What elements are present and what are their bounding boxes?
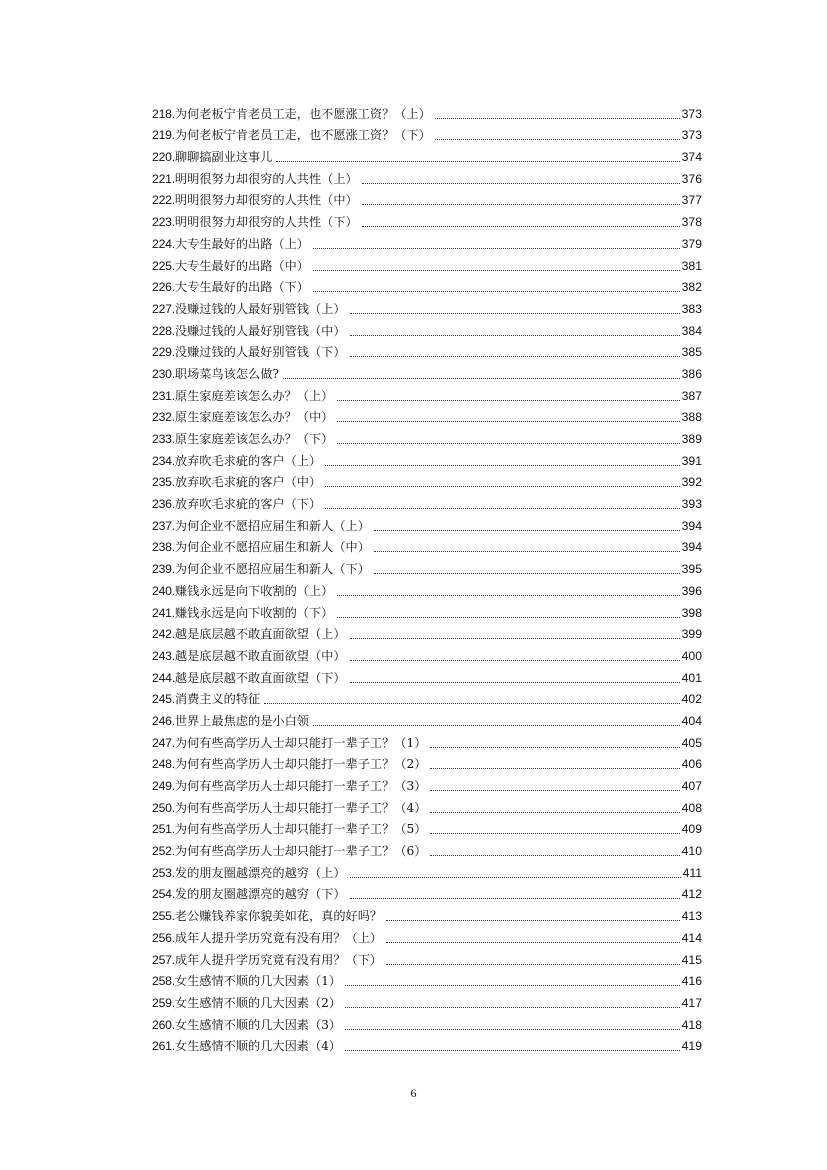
toc-entry-page: 379 <box>681 236 702 251</box>
toc-dot-leader <box>430 833 679 834</box>
toc-entry[interactable] <box>152 707 702 729</box>
toc-entry-number: 227. <box>152 301 175 316</box>
toc-dot-leader <box>313 270 680 271</box>
toc-entry-number: 261. <box>152 1039 175 1054</box>
toc-entry-page: 401 <box>681 670 702 685</box>
toc-entry-page: 409 <box>681 822 702 837</box>
toc-entry-number: 232. <box>152 410 175 425</box>
toc-entry-number: 225. <box>152 258 175 273</box>
toc-entry-number: 245. <box>152 692 175 707</box>
toc-entry[interactable] <box>152 881 702 903</box>
toc-dot-leader <box>345 1007 680 1008</box>
toc-entry-page: 399 <box>681 627 702 642</box>
toc-entry[interactable] <box>152 469 702 491</box>
toc-entry[interactable] <box>152 686 702 708</box>
toc-entry-number: 257. <box>152 952 175 967</box>
toc-dot-leader <box>276 161 679 162</box>
toc-dot-leader <box>386 964 680 965</box>
toc-entry-page: 377 <box>681 193 702 208</box>
toc-entry-title: 越是底层越不敢直面欲望（中） <box>174 648 346 663</box>
toc-entry-number: 251. <box>152 822 175 837</box>
toc-dot-leader <box>362 204 680 205</box>
toc-entry-number: 231. <box>152 388 175 403</box>
toc-entry-title: 明明很努力却很穷的人共性（下） <box>174 215 358 230</box>
toc-entry[interactable] <box>152 447 702 469</box>
toc-entry-number: 253. <box>152 865 175 880</box>
toc-dot-leader <box>283 378 680 379</box>
toc-entry-title: 消费主义的特征 <box>174 692 261 707</box>
toc-dot-leader <box>435 118 680 119</box>
toc-entry-page: 393 <box>681 497 702 512</box>
toc-entry-number: 218. <box>152 106 175 121</box>
toc-entry[interactable] <box>152 490 702 512</box>
toc-entry-page: 383 <box>681 301 702 316</box>
toc-entry-title: 越是底层越不敢直面欲望（下） <box>174 670 346 685</box>
toc-entry-page: 415 <box>681 952 702 967</box>
toc-entry-page: 417 <box>681 995 702 1010</box>
toc-entry[interactable] <box>152 859 702 881</box>
toc-entry[interactable] <box>152 664 702 686</box>
toc-dot-leader <box>374 573 680 574</box>
page-number: 6 <box>410 1086 417 1100</box>
toc-entry[interactable] <box>152 512 702 534</box>
toc-entry-number: 250. <box>152 800 175 815</box>
toc-entry-number: 230. <box>152 366 175 381</box>
toc-entry-number: 237. <box>152 518 175 533</box>
toc-entry-title: 为何有些高学历人士却只能打一辈子工？（3） <box>174 779 427 793</box>
toc-dot-leader <box>325 465 679 466</box>
toc-entry-number: 239. <box>152 562 175 577</box>
toc-entry-page: 378 <box>681 215 702 230</box>
toc-entry[interactable] <box>152 404 702 426</box>
toc-entry-title: 放弃吹毛求疵的客户（下） <box>174 497 322 512</box>
toc-entry-title: 越是底层越不敢直面欲望（上） <box>174 627 346 642</box>
toc-entry-page: 410 <box>681 844 702 859</box>
toc-entry-title: 明明很努力却很穷的人共性（中） <box>174 193 358 208</box>
toc-entry-title: 赚钱永远是向下收割的（上） <box>174 583 334 598</box>
toc-entry-page: 373 <box>681 128 702 143</box>
toc-entry[interactable] <box>152 252 702 274</box>
toc-entry-page: 411 <box>682 865 702 880</box>
toc-entry-title: 为何有些高学历人士却只能打一辈子工？（2） <box>174 757 427 772</box>
toc-entry-title: 为何企业不愿招应届生和新人（下） <box>174 562 370 577</box>
toc-entry[interactable] <box>152 208 702 230</box>
toc-entry-number: 258. <box>152 974 175 989</box>
toc-entry-page: 391 <box>681 453 702 468</box>
toc-entry-title: 为何有些高学历人士却只能打一辈子工？（4） <box>174 800 427 815</box>
toc-entry[interactable] <box>152 751 702 773</box>
toc-entry-page: 419 <box>681 1039 702 1054</box>
toc-entry-title: 职场菜鸟该怎么做? <box>174 366 279 381</box>
toc-dot-leader <box>435 139 680 140</box>
toc-entry-number: 221. <box>152 171 175 186</box>
toc-entry-page: 374 <box>681 150 702 165</box>
toc-entry-title: 明明很努力却很穷的人共性（上） <box>174 171 358 186</box>
toc-entry-page: 407 <box>681 779 702 793</box>
toc-entry[interactable] <box>152 274 702 296</box>
toc-entry-number: 248. <box>152 757 175 772</box>
toc-entry-title: 为何有些高学历人士却只能打一辈子工？（6） <box>174 844 427 859</box>
toc-dot-leader <box>374 530 680 531</box>
toc-entry-title: 女生感情不顺的几大因素（1） <box>174 974 342 989</box>
toc-entry-number: 255. <box>152 909 175 924</box>
toc-entry-page: 396 <box>681 583 702 598</box>
toc-entry-page: 398 <box>681 605 702 620</box>
toc-dot-leader <box>337 595 679 596</box>
toc-dot-leader <box>350 313 680 314</box>
toc-entry-page: 402 <box>681 692 702 707</box>
toc-entry[interactable] <box>152 816 702 838</box>
toc-entry-title: 为何企业不愿招应届生和新人（上） <box>174 518 370 533</box>
toc-entry[interactable] <box>152 143 702 165</box>
toc-dot-leader <box>345 1050 680 1051</box>
toc-entry-title: 放弃吹毛求疵的客户（上） <box>174 453 322 468</box>
toc-entry-title: 原生家庭差该怎么办？（中） <box>174 410 334 425</box>
toc-entry-page: 394 <box>681 540 702 555</box>
toc-entry[interactable] <box>152 989 702 1011</box>
toc-entry-title: 为何企业不愿招应届生和新人（中） <box>174 540 370 555</box>
toc-entry-number: 244. <box>152 670 175 685</box>
toc-entry-title: 世界上最焦虑的是小白领 <box>174 713 309 728</box>
toc-entry-number: 240. <box>152 583 175 598</box>
toc-entry-page: 406 <box>681 757 702 772</box>
toc-entry[interactable] <box>152 187 702 209</box>
toc-entry[interactable] <box>152 230 702 252</box>
toc-dot-leader <box>350 877 681 878</box>
toc-dot-leader <box>337 421 679 422</box>
toc-entry-title: 为何有些高学历人士却只能打一辈子工？（5） <box>174 822 427 837</box>
toc-entry-title: 聊聊搞副业这事儿 <box>174 150 273 165</box>
toc-entry-page: 395 <box>681 562 702 577</box>
toc-entry[interactable] <box>152 794 702 816</box>
toc-entry-number: 223. <box>152 215 175 230</box>
toc-entry-number: 242. <box>152 627 175 642</box>
toc-entry-title: 为何老板宁肯老员工走，也不愿涨工资？（下） <box>174 128 431 143</box>
toc-entry-page: 418 <box>681 1017 702 1032</box>
toc-dot-leader <box>350 335 680 336</box>
toc-entry-number: 226. <box>152 280 175 295</box>
toc-entry-page: 413 <box>681 909 702 924</box>
toc-entry[interactable] <box>152 1033 702 1055</box>
toc-entry-title: 成年人提升学历究竟有没有用？（下） <box>174 952 383 967</box>
toc-entry-number: 247. <box>152 735 175 750</box>
toc-entry-page: 381 <box>681 258 702 273</box>
toc-entry-page: 400 <box>681 648 702 663</box>
toc-entry[interactable] <box>152 100 702 122</box>
toc-entry[interactable] <box>152 165 702 187</box>
toc-entry-title: 原生家庭差该怎么办？（下） <box>174 432 334 446</box>
toc-entry-page: 392 <box>681 475 702 490</box>
toc-entry-title: 老公赚钱养家你貌美如花，真的好吗？ <box>174 909 383 924</box>
toc-entry-title: 没赚过钱的人最好别管钱（中） <box>174 323 346 338</box>
toc-entry-title: 没赚过钱的人最好别管钱（下） <box>174 345 346 360</box>
toc-entry-page: 414 <box>681 930 702 945</box>
toc-entry-title: 没赚过钱的人最好别管钱（上） <box>174 301 346 316</box>
toc-entry[interactable] <box>152 924 702 946</box>
toc-dot-leader <box>430 747 679 748</box>
toc-entry-number: 252. <box>152 844 175 859</box>
toc-dot-leader <box>313 291 680 292</box>
toc-entry[interactable] <box>152 642 702 664</box>
toc-dot-leader <box>430 790 679 791</box>
table-of-contents <box>152 100 702 1054</box>
toc-entry-title: 大专生最好的出路（下） <box>174 280 309 295</box>
toc-entry-number: 228. <box>152 323 175 338</box>
toc-entry[interactable] <box>152 729 702 751</box>
toc-entry[interactable] <box>152 425 702 447</box>
toc-entry-page: 387 <box>681 388 702 403</box>
toc-entry-number: 256. <box>152 930 175 945</box>
toc-entry[interactable] <box>152 902 702 924</box>
toc-dot-leader <box>313 248 680 249</box>
toc-dot-leader <box>345 985 680 986</box>
toc-entry-number: 260. <box>152 1017 175 1032</box>
toc-dot-leader <box>374 551 680 552</box>
toc-entry-number: 229. <box>152 345 175 360</box>
toc-entry-number: 241. <box>152 605 175 620</box>
toc-dot-leader <box>337 400 679 401</box>
toc-entry[interactable] <box>152 295 702 317</box>
toc-dot-leader <box>430 768 679 769</box>
toc-entry[interactable] <box>152 772 702 794</box>
toc-entry-title: 女生感情不顺的几大因素（3） <box>174 1017 342 1032</box>
toc-entry[interactable] <box>152 1011 702 1033</box>
toc-entry-title: 赚钱永远是向下收割的（下） <box>174 605 334 620</box>
toc-entry-page: 394 <box>681 518 702 533</box>
toc-entry-page: 408 <box>681 800 702 815</box>
toc-entry-title: 女生感情不顺的几大因素（2） <box>174 995 342 1010</box>
toc-dot-leader <box>337 443 679 444</box>
toc-entry-title: 放弃吹毛求疵的客户（中） <box>174 475 322 490</box>
toc-entry-number: 236. <box>152 497 175 512</box>
toc-entry[interactable] <box>152 577 702 599</box>
toc-entry[interactable] <box>152 621 702 643</box>
toc-entry-page: 404 <box>681 713 702 728</box>
toc-entry-number: 259. <box>152 995 175 1010</box>
toc-dot-leader <box>350 898 680 899</box>
toc-entry-number: 235. <box>152 475 175 490</box>
toc-entry-page: 382 <box>681 280 702 295</box>
toc-dot-leader <box>264 703 679 704</box>
toc-entry[interactable] <box>152 555 702 577</box>
toc-entry-number: 254. <box>152 887 175 902</box>
toc-entry-page: 416 <box>681 974 702 989</box>
toc-entry-title: 成年人提升学历究竟有没有用？（上） <box>174 930 383 945</box>
toc-entry[interactable] <box>152 946 702 968</box>
toc-entry-title: 大专生最好的出路（中） <box>174 258 309 273</box>
toc-entry[interactable] <box>152 382 702 404</box>
toc-dot-leader <box>362 226 680 227</box>
toc-entry-page: 376 <box>681 171 702 186</box>
toc-dot-leader <box>350 638 680 639</box>
toc-entry-number: 234. <box>152 453 175 468</box>
toc-entry-number: 222. <box>152 193 175 208</box>
toc-entry[interactable] <box>152 339 702 361</box>
toc-entry-page: 373 <box>681 106 702 121</box>
toc-entry-number: 243. <box>152 648 175 663</box>
toc-entry[interactable] <box>152 317 702 339</box>
toc-entry-title: 女生感情不顺的几大因素（4） <box>174 1039 342 1054</box>
toc-entry-title: 为何老板宁肯老员工走，也不愿涨工资？（上） <box>174 106 431 121</box>
toc-entry-title: 发的朋友圈越漂亮的越穷（上） <box>174 865 346 880</box>
toc-entry-page: 386 <box>681 366 702 381</box>
toc-dot-leader <box>350 356 680 357</box>
toc-entry[interactable] <box>152 968 702 990</box>
toc-entry[interactable] <box>152 534 702 556</box>
toc-dot-leader <box>313 725 680 726</box>
toc-entry-page: 405 <box>681 735 702 750</box>
toc-entry-title: 发的朋友圈越漂亮的越穷（下） <box>174 887 346 902</box>
toc-entry[interactable] <box>152 122 702 144</box>
toc-entry-page: 384 <box>681 323 702 338</box>
toc-entry-number: 249. <box>152 779 175 793</box>
toc-entry-number: 238. <box>152 540 175 555</box>
toc-entry-page: 412 <box>681 887 702 902</box>
toc-entry-page: 388 <box>681 410 702 425</box>
toc-entry-number: 220. <box>152 150 175 165</box>
toc-dot-leader <box>325 508 679 509</box>
toc-dot-leader <box>325 486 679 487</box>
toc-entry-number: 246. <box>152 713 175 728</box>
toc-entry-title: 大专生最好的出路（上） <box>174 236 309 251</box>
toc-entry[interactable] <box>152 360 702 382</box>
toc-dot-leader <box>350 660 680 661</box>
toc-dot-leader <box>350 682 680 683</box>
toc-dot-leader <box>386 920 680 921</box>
toc-dot-leader <box>337 617 679 618</box>
toc-dot-leader <box>362 183 680 184</box>
toc-entry-page: 389 <box>681 432 702 446</box>
toc-entry[interactable] <box>152 837 702 859</box>
toc-entry-page: 385 <box>681 345 702 360</box>
toc-entry[interactable] <box>152 599 702 621</box>
toc-entry-title: 为何有些高学历人士却只能打一辈子工？（1） <box>174 735 427 750</box>
toc-entry-number: 224. <box>152 236 175 251</box>
toc-dot-leader <box>345 1029 680 1030</box>
toc-entry-title: 原生家庭差该怎么办？（上） <box>174 388 334 403</box>
toc-dot-leader <box>386 942 680 943</box>
toc-entry-number: 233. <box>152 432 175 446</box>
toc-entry-number: 219. <box>152 128 175 143</box>
toc-dot-leader <box>430 812 679 813</box>
toc-dot-leader <box>430 855 679 856</box>
